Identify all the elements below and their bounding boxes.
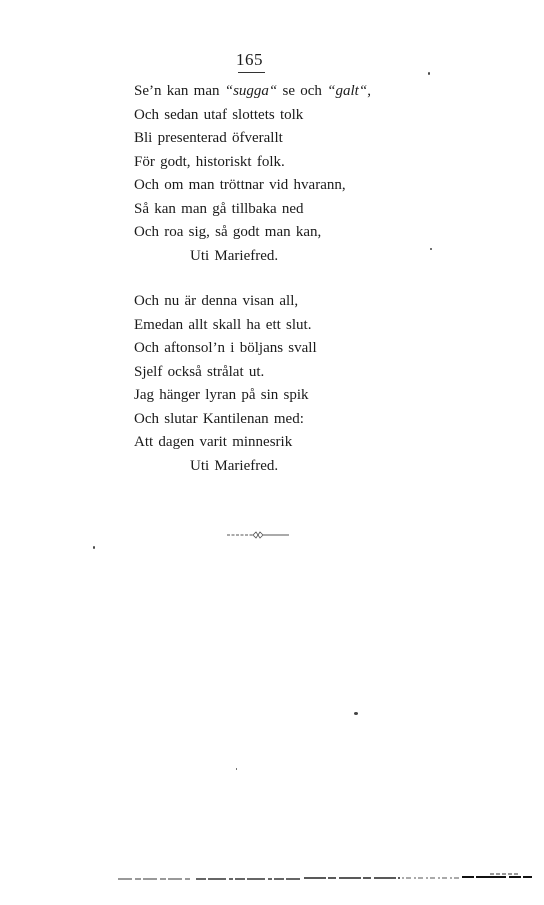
verse-line: Emedan allt skall ha ett slut. [134,316,312,333]
quoted-word-sugga: “sugga“ [224,83,278,99]
verse-line [134,80,371,104]
verse-line: Jag hänger lyran på sin spik [134,387,309,403]
page-number-underline [238,72,265,73]
verse-line: Och aftonsol’n i böljans svall [134,340,317,356]
print-speck [430,248,432,250]
verse-line: Sjelf också strålat ut. [134,363,265,380]
verse-line: Att dagen varit minnesrik [134,434,293,450]
verse-line: Och slutar Kantilenan med: [134,410,304,427]
verse-line: Och sedan utaf slottets tolk [134,106,304,123]
verse-punctuation: , [367,83,371,99]
verse-text: Se’n kan man [134,83,225,99]
verse-line: För godt, historiskt folk. [134,153,285,170]
verse-line: Bli presenterad öfverallt [134,130,283,146]
print-speck [93,546,95,549]
stanza-2 [134,290,317,478]
verse-text: se och [277,83,328,99]
refrain-line: Uti Mariefred. [190,457,279,474]
quoted-word-galt: “galt“ [327,83,368,99]
verse-line: Och roa sig, så godt man kan, [134,224,322,240]
refrain-line: Uti Mariefred. [190,247,279,264]
verse-line: Och om man tröttnar vid hvarann, [134,177,346,193]
end-ornament-icon [226,528,290,542]
page-bottom-edge [0,872,544,884]
print-speck [354,712,358,715]
verse-line: Och nu är denna visan all, [134,293,299,309]
print-speck [428,72,430,75]
verse-line: Så kan man gå tillbaka ned [134,200,304,217]
page-number: 165 [236,50,263,69]
print-speck [236,768,237,770]
stanza-1 [134,80,371,268]
